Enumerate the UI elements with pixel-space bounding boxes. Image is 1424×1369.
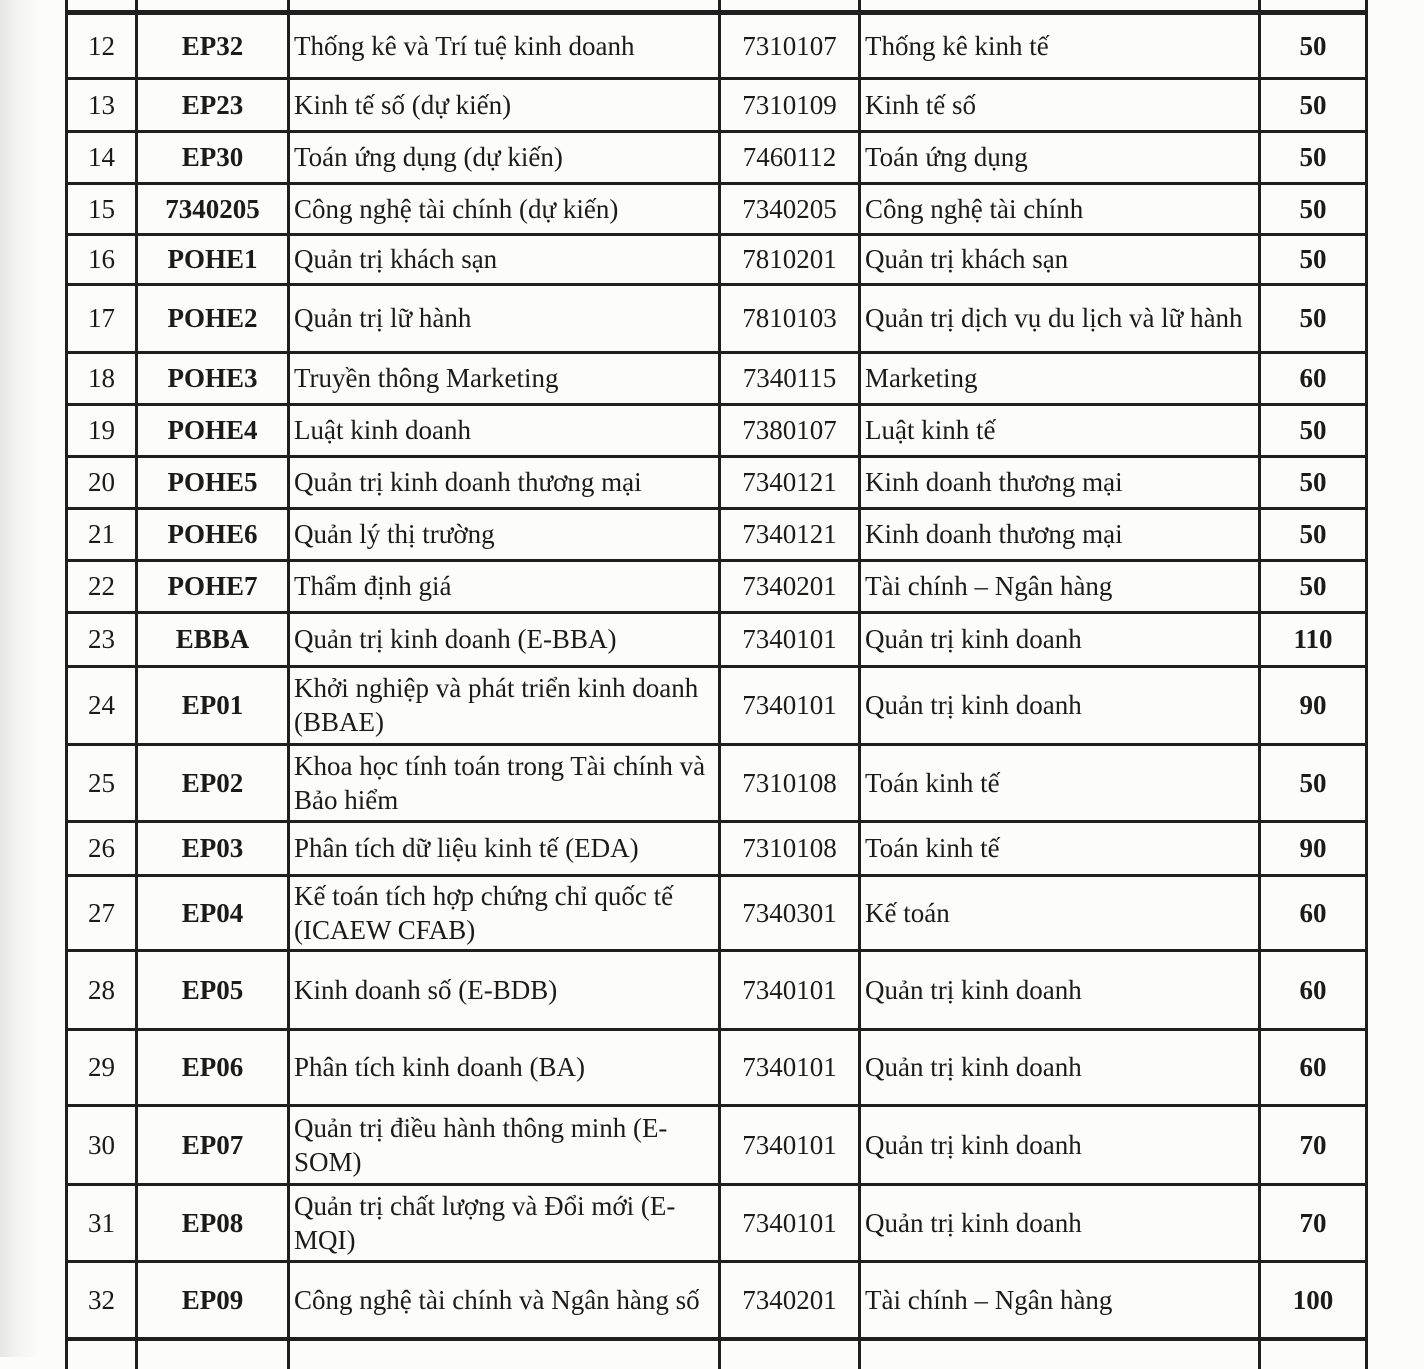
quota: 70 <box>1260 1184 1367 1261</box>
program-name: Quản trị chất lượng và Đổi mới (E-MQI) <box>289 1184 720 1261</box>
table-row <box>67 1261 1367 1339</box>
row-number: 15 <box>67 183 137 234</box>
quota: 60 <box>1260 875 1367 950</box>
quota: 50 <box>1260 234 1367 284</box>
major-code: 7340101 <box>720 1184 860 1261</box>
major-code: 7340101 <box>720 950 860 1029</box>
major-name: Quản trị kinh doanh <box>860 1029 1260 1105</box>
empty-cell <box>1260 0 1367 12</box>
major-name: Quản trị khách sạn <box>860 234 1260 284</box>
row-number: 22 <box>67 560 137 612</box>
row-number: 23 <box>67 612 137 666</box>
quota: 90 <box>1260 666 1367 744</box>
major-name: Toán kinh tế <box>860 744 1260 821</box>
empty-cell <box>67 1339 137 1369</box>
table-row <box>67 744 1367 821</box>
admissions-table <box>65 0 1368 1369</box>
program-name: Kế toán tích hợp chứng chỉ quốc tế (ICAEW CFAB) <box>289 875 720 950</box>
major-name: Quản trị dịch vụ du lịch và lữ hành <box>860 284 1260 352</box>
partial-row-bottom <box>67 1339 1367 1369</box>
empty-cell <box>720 0 860 12</box>
row-number: 27 <box>67 875 137 950</box>
row-number: 29 <box>67 1029 137 1105</box>
major-name: Kinh doanh thương mại <box>860 508 1260 560</box>
major-code: 7340205 <box>720 183 860 234</box>
program-code: EP07 <box>137 1105 289 1184</box>
program-name: Khoa học tính toán trong Tài chính và Bảo hiểm <box>289 744 720 821</box>
row-number: 28 <box>67 950 137 1029</box>
program-code: POHE2 <box>137 284 289 352</box>
quota: 50 <box>1260 744 1367 821</box>
program-code: EP30 <box>137 131 289 183</box>
program-code: POHE7 <box>137 560 289 612</box>
table-row <box>67 1029 1367 1105</box>
program-code: EP06 <box>137 1029 289 1105</box>
quota: 50 <box>1260 560 1367 612</box>
major-name: Tài chính – Ngân hàng <box>860 1261 1260 1339</box>
program-code: EP03 <box>137 821 289 875</box>
program-code: POHE6 <box>137 508 289 560</box>
major-code: 7340101 <box>720 666 860 744</box>
program-code: EP02 <box>137 744 289 821</box>
row-number: 16 <box>67 234 137 284</box>
major-name: Quản trị kinh doanh <box>860 950 1260 1029</box>
program-code: POHE1 <box>137 234 289 284</box>
row-number: 19 <box>67 404 137 456</box>
row-number: 26 <box>67 821 137 875</box>
scan-left-edge-shadow <box>0 0 40 1357</box>
quota: 50 <box>1260 78 1367 131</box>
major-name: Quản trị kinh doanh <box>860 1184 1260 1261</box>
program-code: POHE4 <box>137 404 289 456</box>
row-number: 17 <box>67 284 137 352</box>
program-code: EP05 <box>137 950 289 1029</box>
major-name: Toán ứng dụng <box>860 131 1260 183</box>
major-name: Tài chính – Ngân hàng <box>860 560 1260 612</box>
quota: 90 <box>1260 821 1367 875</box>
major-code: 7310107 <box>720 12 860 78</box>
empty-cell <box>860 1339 1260 1369</box>
major-name: Quản trị kinh doanh <box>860 666 1260 744</box>
program-name: Thống kê và Trí tuệ kinh doanh <box>289 12 720 78</box>
empty-cell <box>1260 1339 1367 1369</box>
major-name: Kế toán <box>860 875 1260 950</box>
program-name: Phân tích kinh doanh (BA) <box>289 1029 720 1105</box>
table-row <box>67 612 1367 666</box>
row-number: 12 <box>67 12 137 78</box>
row-number: 21 <box>67 508 137 560</box>
empty-cell <box>289 0 720 12</box>
quota: 50 <box>1260 183 1367 234</box>
table-row <box>67 1105 1367 1184</box>
program-name: Kinh tế số (dự kiến) <box>289 78 720 131</box>
row-number: 20 <box>67 456 137 508</box>
row-number: 18 <box>67 352 137 404</box>
major-code: 7380107 <box>720 404 860 456</box>
table-row <box>67 404 1367 456</box>
major-code: 7340101 <box>720 1105 860 1184</box>
quota: 100 <box>1260 1261 1367 1339</box>
major-name: Kinh tế số <box>860 78 1260 131</box>
program-code: POHE5 <box>137 456 289 508</box>
row-number: 32 <box>67 1261 137 1339</box>
quota: 110 <box>1260 612 1367 666</box>
major-code: 7340121 <box>720 508 860 560</box>
program-code: EBBA <box>137 612 289 666</box>
row-number: 31 <box>67 1184 137 1261</box>
program-name: Toán ứng dụng (dự kiến) <box>289 131 720 183</box>
major-code: 7310108 <box>720 821 860 875</box>
document-wrapper <box>65 0 1368 1369</box>
major-code: 7810201 <box>720 234 860 284</box>
quota: 60 <box>1260 950 1367 1029</box>
empty-cell <box>289 1339 720 1369</box>
program-name: Thẩm định giá <box>289 560 720 612</box>
major-code: 7340115 <box>720 352 860 404</box>
empty-cell <box>137 0 289 12</box>
table-row <box>67 875 1367 950</box>
major-name: Thống kê kinh tế <box>860 12 1260 78</box>
quota: 50 <box>1260 284 1367 352</box>
table-row <box>67 183 1367 234</box>
major-code: 7340101 <box>720 612 860 666</box>
major-code: 7310109 <box>720 78 860 131</box>
major-name: Toán kinh tế <box>860 821 1260 875</box>
partial-row-top <box>67 0 1367 12</box>
table-row <box>67 950 1367 1029</box>
table-row <box>67 456 1367 508</box>
major-name: Quản trị kinh doanh <box>860 1105 1260 1184</box>
quota: 50 <box>1260 508 1367 560</box>
quota: 50 <box>1260 131 1367 183</box>
program-name: Luật kinh doanh <box>289 404 720 456</box>
empty-cell <box>720 1339 860 1369</box>
quota: 50 <box>1260 12 1367 78</box>
major-code: 7340201 <box>720 560 860 612</box>
major-code: 7340121 <box>720 456 860 508</box>
row-number: 30 <box>67 1105 137 1184</box>
table-row <box>67 508 1367 560</box>
table-row <box>67 666 1367 744</box>
quota: 50 <box>1260 456 1367 508</box>
program-code: EP01 <box>137 666 289 744</box>
quota: 70 <box>1260 1105 1367 1184</box>
program-code: EP08 <box>137 1184 289 1261</box>
program-name: Quản trị kinh doanh (E-BBA) <box>289 612 720 666</box>
program-name: Khởi nghiệp và phát triển kinh doanh (BBAE) <box>289 666 720 744</box>
empty-cell <box>67 0 137 12</box>
table-row <box>67 352 1367 404</box>
table-row <box>67 821 1367 875</box>
program-name: Quản trị khách sạn <box>289 234 720 284</box>
table-row <box>67 284 1367 352</box>
row-number: 25 <box>67 744 137 821</box>
program-code: EP32 <box>137 12 289 78</box>
program-name: Quản lý thị trường <box>289 508 720 560</box>
program-name: Quản trị lữ hành <box>289 284 720 352</box>
empty-cell <box>137 1339 289 1369</box>
major-code: 7340101 <box>720 1029 860 1105</box>
table-row <box>67 78 1367 131</box>
program-name: Công nghệ tài chính (dự kiến) <box>289 183 720 234</box>
program-name: Truyền thông Marketing <box>289 352 720 404</box>
major-name: Marketing <box>860 352 1260 404</box>
major-name: Luật kinh tế <box>860 404 1260 456</box>
row-number: 13 <box>67 78 137 131</box>
major-code: 7310108 <box>720 744 860 821</box>
table-row <box>67 131 1367 183</box>
major-code: 7340301 <box>720 875 860 950</box>
row-number: 24 <box>67 666 137 744</box>
program-code: 7340205 <box>137 183 289 234</box>
major-name: Quản trị kinh doanh <box>860 612 1260 666</box>
row-number: 14 <box>67 131 137 183</box>
table-row <box>67 1184 1367 1261</box>
major-code: 7460112 <box>720 131 860 183</box>
program-name: Quản trị kinh doanh thương mại <box>289 456 720 508</box>
table-row <box>67 234 1367 284</box>
program-name: Công nghệ tài chính và Ngân hàng số <box>289 1261 720 1339</box>
quota: 60 <box>1260 352 1367 404</box>
quota: 50 <box>1260 404 1367 456</box>
program-code: POHE3 <box>137 352 289 404</box>
quota: 60 <box>1260 1029 1367 1105</box>
program-code: EP23 <box>137 78 289 131</box>
program-name: Kinh doanh số (E-BDB) <box>289 950 720 1029</box>
program-name: Quản trị điều hành thông minh (E-SOM) <box>289 1105 720 1184</box>
major-name: Công nghệ tài chính <box>860 183 1260 234</box>
program-code: EP04 <box>137 875 289 950</box>
major-code: 7810103 <box>720 284 860 352</box>
major-name: Kinh doanh thương mại <box>860 456 1260 508</box>
program-name: Phân tích dữ liệu kinh tế (EDA) <box>289 821 720 875</box>
program-code: EP09 <box>137 1261 289 1339</box>
table-row <box>67 560 1367 612</box>
major-code: 7340201 <box>720 1261 860 1339</box>
table-row <box>67 12 1367 78</box>
empty-cell <box>860 0 1260 12</box>
